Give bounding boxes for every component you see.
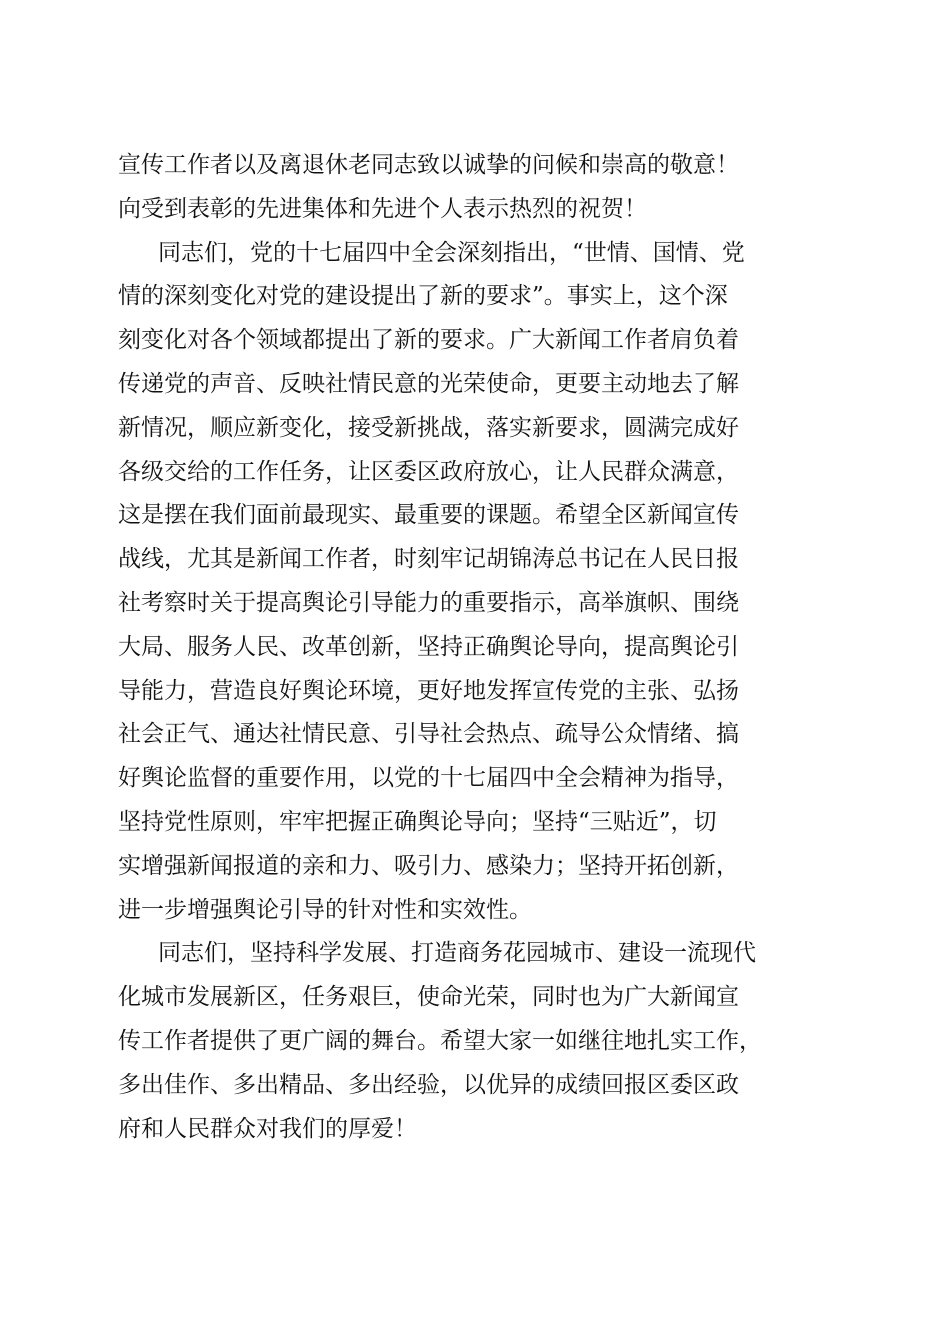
text-line: 社会正气、通达社情民意、引导社会热点、疏导公众情绪、搞	[118, 721, 739, 748]
text-line: 向受到表彰的先进集体和先进个人表示热烈的祝贺！	[118, 195, 647, 222]
text-line: 进一步增强舆论引导的针对性和实效性。	[118, 896, 532, 923]
text-line: 大局、服务人民、改革创新，坚持正确舆论导向，提高舆论引	[118, 633, 739, 660]
text-line: 这是摆在我们面前最现实、最重要的课题。希望全区新闻宣传	[118, 502, 739, 529]
text-line: 府和人民群众对我们的厚爱！	[118, 1115, 417, 1142]
text-line: 战线，尤其是新闻工作者，时刻牢记胡锦涛总书记在人民日报	[118, 546, 739, 573]
text-line: 坚持党性原则，牢牢把握正确舆论导向；坚持“三贴近”，切	[118, 808, 717, 835]
text-line: 化城市发展新区，任务艰巨，使命光荣，同时也为广大新闻宣	[118, 984, 739, 1011]
text-line: 传递党的声音、反映社情民意的光荣使命，更要主动地去了解	[118, 370, 739, 397]
text-line: 刻变化对各个领域都提出了新的要求。广大新闻工作者肩负着	[118, 327, 739, 354]
text-line: 传工作者提供了更广阔的舞台。希望大家一如继往地扎实工作，	[118, 1027, 762, 1054]
text-line: 社考察时关于提高舆论引导能力的重要指示，高举旗帜、围绕	[118, 589, 739, 616]
paragraph-start-line: 同志们，党的十七届四中全会深刻指出，“世情、国情、党	[158, 239, 745, 266]
text-line: 情的深刻变化对党的建设提出了新的要求”。事实上，这个深	[118, 283, 728, 310]
text-line: 新情况，顺应新变化，接受新挑战，落实新要求，圆满完成好	[118, 414, 739, 441]
text-line: 好舆论监督的重要作用，以党的十七届四中全会精神为指导，	[118, 765, 739, 792]
text-line: 实增强新闻报道的亲和力、吸引力、感染力；坚持开拓创新，	[118, 852, 739, 879]
text-line: 各级交给的工作任务，让区委区政府放心，让人民群众满意，	[118, 458, 739, 485]
paragraph-start-line: 同志们，坚持科学发展、打造商务花园城市、建设一流现代	[158, 940, 756, 967]
text-line: 宣传工作者以及离退休老同志致以诚挚的问候和崇高的敬意！	[118, 152, 739, 178]
body-text	[118, 144, 838, 1151]
text-line: 多出佳作、多出精品、多出经验，以优异的成绩回报区委区政	[118, 1071, 739, 1098]
text-line: 导能力，营造良好舆论环境，更好地发挥宣传党的主张、弘扬	[118, 677, 739, 704]
